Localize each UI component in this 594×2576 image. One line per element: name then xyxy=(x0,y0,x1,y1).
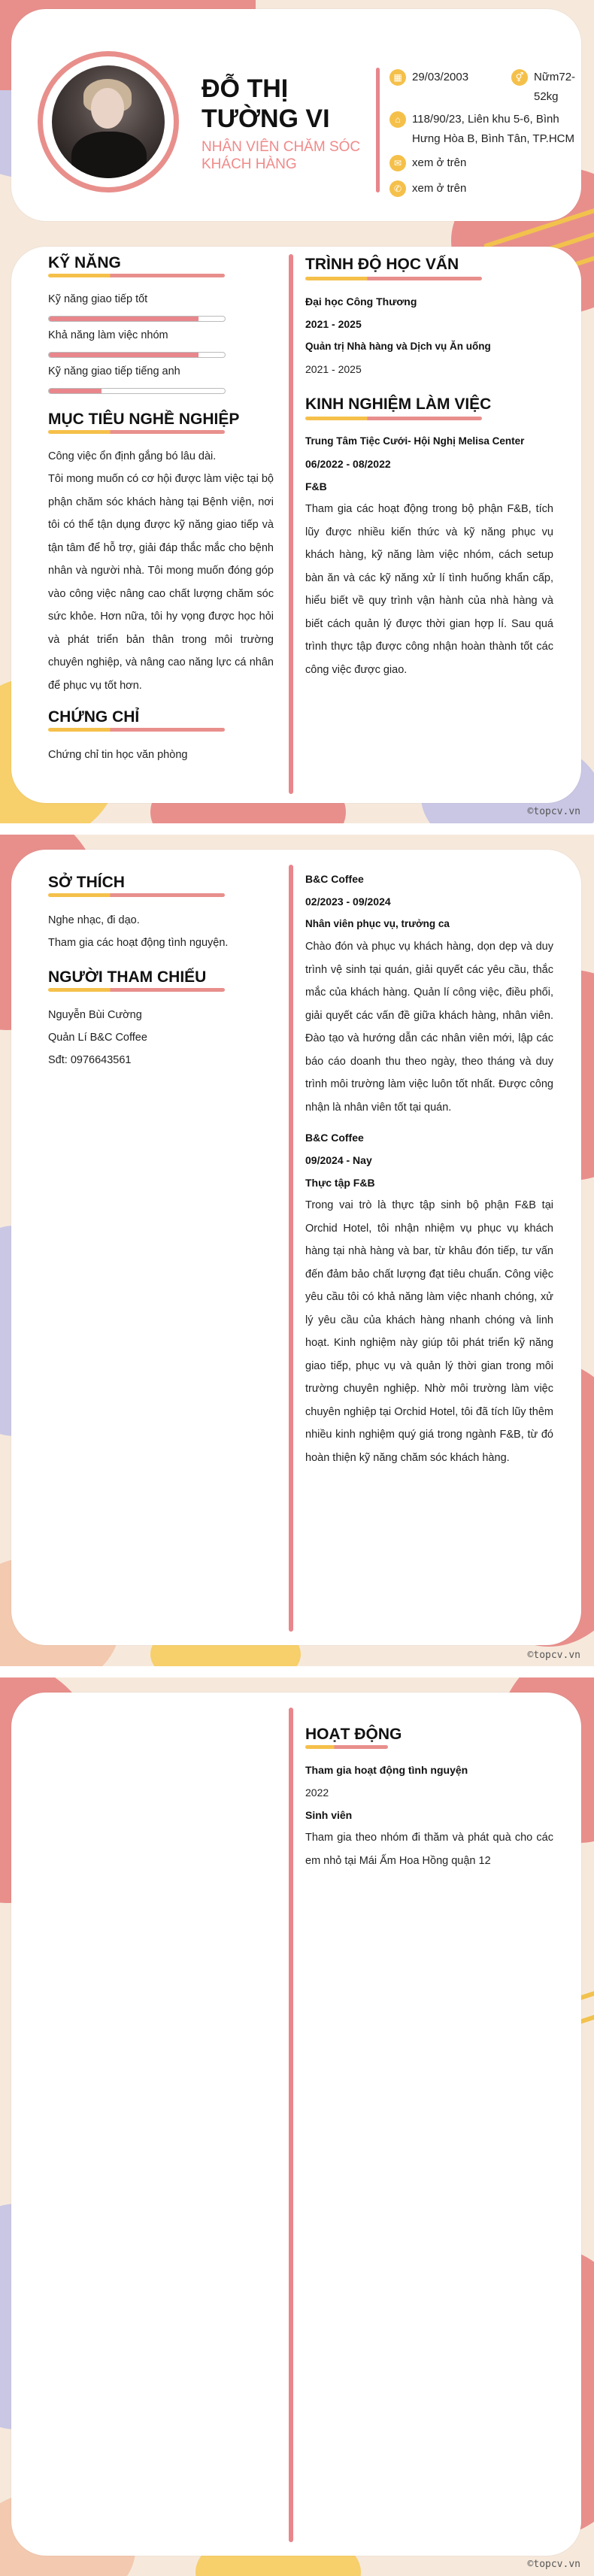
reference-item: Sđt: 0976643561 xyxy=(48,1054,132,1066)
activity-description: Tham gia theo nhóm đi thăm và phát quà cho các em nhỏ tại Mái Ấm Hoa Hồng quận 12 xyxy=(305,1832,553,1867)
skill-progress-bar xyxy=(48,388,226,394)
job-company: Trung Tâm Tiệc Cưới- Hội Nghị Melisa Center xyxy=(305,435,525,447)
activities-title: HOẠT ĐỘNG xyxy=(305,1726,402,1743)
address-value: 118/90/23, Liên khu 5-6, Bình Hưng Hòa B, Bình Tân, TP.HCM xyxy=(412,113,574,145)
candidate-role: NHÂN VIÊN CHĂM SÓC KHÁCH HÀNG xyxy=(202,139,361,172)
job-position: F&B xyxy=(305,480,327,492)
body-card xyxy=(11,1693,581,2556)
section-underline xyxy=(48,728,225,732)
skills-title: KỸ NĂNG xyxy=(48,254,121,271)
gender-row xyxy=(511,68,586,113)
section-underline xyxy=(305,417,482,420)
cv-page-2 xyxy=(0,835,594,1666)
job-company: B&C Coffee xyxy=(305,1132,364,1144)
hobby-item: Nghe nhạc, đi dạo. xyxy=(48,914,140,926)
education-major-years: 2021 - 2025 xyxy=(305,363,362,375)
education-title: TRÌNH ĐỘ HỌC VẤN xyxy=(305,256,459,273)
calendar-icon: ▦ xyxy=(389,69,406,86)
job-period: 06/2022 - 08/2022 xyxy=(305,458,391,470)
watermark: ©topcv.vn xyxy=(527,1650,580,1661)
activity-name: Tham gia hoạt động tình nguyện xyxy=(305,1764,468,1776)
experience-title: KINH NGHIỆM LÀM VIỆC xyxy=(305,395,492,413)
hobby-item: Tham gia các hoạt động tình nguyện. xyxy=(48,937,229,949)
birthdate-value: 29/03/2003 xyxy=(412,71,469,83)
header-divider xyxy=(376,68,380,192)
skill-progress-bar xyxy=(48,316,226,322)
skill-label: Khả năng làm việc nhóm xyxy=(48,329,168,341)
skill-progress-fill xyxy=(49,389,102,393)
certificates-title: CHỨNG CHỈ xyxy=(48,708,140,726)
section-underline xyxy=(305,1745,388,1749)
activity-year: 2022 xyxy=(305,1787,329,1799)
candidate-name: ĐỖ THỊ TƯỜNG VI xyxy=(202,74,330,133)
job-position: Thực tập F&B xyxy=(305,1177,375,1189)
cv-page-1 xyxy=(0,0,594,823)
gender-icon: ⚥ xyxy=(511,69,528,86)
avatar xyxy=(38,51,179,192)
job-company: B&C Coffee xyxy=(305,873,364,885)
reference-item: Quản Lí B&C Coffee xyxy=(48,1032,147,1044)
education-major: Quản trị Nhà hàng và Dịch vụ Ăn uống xyxy=(305,341,491,352)
skill-progress-bar xyxy=(48,352,226,358)
phone-icon: ✆ xyxy=(389,180,406,197)
job-period: 02/2023 - 09/2024 xyxy=(305,896,391,908)
cv-page-3 xyxy=(0,1677,594,2576)
objective-paragraph: Tôi mong muốn có cơ hội được làm việc tại bộ phận chăm sóc khách hàng tại Bệnh viện, nơi tôi có thể tận dụng được kỹ năng giao tiếp và tận tâm để hỗ trợ, giải đáp thắc mắc cho bệnh nhân và người nhà. Tôi mong muốn đóng góp vào công việc nâng cao chất lượng chăm sóc sức khỏe. Hơn nữa, tôi hy vọng được học hỏi và phát triển bản thân trong môi trường chuyên nghiệp, và nâng cao năng lực cá nhân để phục vụ tốt hơn. xyxy=(48,473,274,692)
phone-value[interactable]: xem ở trên xyxy=(412,182,467,195)
education-school: Đại học Công Thương xyxy=(305,295,417,308)
activity-role: Sinh viên xyxy=(305,1809,353,1821)
skill-progress-fill xyxy=(49,317,199,321)
column-divider xyxy=(289,865,293,1632)
home-icon: ⌂ xyxy=(389,111,406,128)
section-underline xyxy=(305,277,482,280)
gender-value: Nữm72-52kg xyxy=(534,71,576,103)
email-row xyxy=(389,153,540,173)
skill-label: Kỹ năng giao tiếp tiếng anh xyxy=(48,365,180,377)
job-description: Tham gia các hoạt động trong bộ phận F&B, tích lũy được nhiều kiến thức và kỹ năng phục vụ khách hàng, kỹ năng làm việc nhóm, cách setup bàn ăn và các kỹ năng xử lí tình huống khẩn cấp, hiểu biết về quy trình vận hành của nhà hàng và biết cách quản lý được thời gian hợp lí. Sau quá trình thực tập được công nhận hoàn thành tốt các công việc được giao. xyxy=(305,503,553,676)
phone-row xyxy=(389,179,540,199)
section-underline xyxy=(48,893,225,897)
section-underline xyxy=(48,988,225,992)
hobbies-title: SỞ THÍCH xyxy=(48,874,125,891)
email-value[interactable]: xem ở trên xyxy=(412,156,467,169)
job-period: 09/2024 - Nay xyxy=(305,1154,372,1166)
column-divider xyxy=(289,254,293,794)
references-title: NGƯỜI THAM CHIẾU xyxy=(48,968,207,986)
column-divider xyxy=(289,1708,293,2542)
objective-line: Công việc ổn định gắng bó lâu dài. xyxy=(48,450,217,462)
skill-progress-fill xyxy=(49,353,199,357)
watermark: ©topcv.vn xyxy=(527,806,580,817)
job-description: Trong vai trò là thực tập sinh bộ phận F&B tại Orchid Hotel, tôi nhận nhiệm vụ phục vụ khách hàng tại nhà hàng và bar, từ khâu đón tiếp, tư vấn đến đảm bảo chất lượng đạt tiêu chuẩn. Công việc yêu cầu tôi có khả năng làm việc nhanh chóng, xử lý yêu cầu của khách hàng nhanh chóng và linh hoạt. Kinh nghiệm này giúp tôi phát triển kỹ năng giao tiếp, phục vụ và quản lý thời gian trong môi trường chuyên nghiệp. Nhờ môi trường làm việc chuyên nghiệp tại Orchid Hotel, tôi đã tích lũy thêm nhiều kinh nghiệm quý giá trong ngành F&B, từ đó hoàn thiện kỹ năng chăm sóc khách hàng. xyxy=(305,1199,553,1464)
email-icon: ✉ xyxy=(389,155,406,171)
birthdate-row xyxy=(389,68,502,87)
job-position: Nhân viên phục vụ, trưởng ca xyxy=(305,918,450,929)
section-underline xyxy=(48,430,225,434)
education-years: 2021 - 2025 xyxy=(305,318,362,330)
reference-item: Nguyễn Bùi Cường xyxy=(48,1009,142,1021)
watermark: ©topcv.vn xyxy=(527,2559,580,2570)
objective-title: MỤC TIÊU NGHỀ NGHIỆP xyxy=(48,411,240,428)
job-description: Chào đón và phục vụ khách hàng, dọn dẹp và duy trình vệ sinh tại quán, giải quyết các yêu cầu, thắc mắc của khách hàng. Quản lí công việc, điều phối, giải quyết các vấn đề giữa khách hàng, nhân viên. Đào tạo và hướng dẫn các nhân viên mới, lập các báo cáo doanh thu theo ngày, theo tháng và duy trình môi trường làm việc luôn tốt nhất. Được công nhận là nhân viên tốt tại quán. xyxy=(305,941,553,1114)
certificate-item: Chứng chỉ tin học văn phòng xyxy=(48,749,188,761)
section-underline xyxy=(48,274,225,277)
skill-label: Kỹ năng giao tiếp tốt xyxy=(48,293,148,305)
